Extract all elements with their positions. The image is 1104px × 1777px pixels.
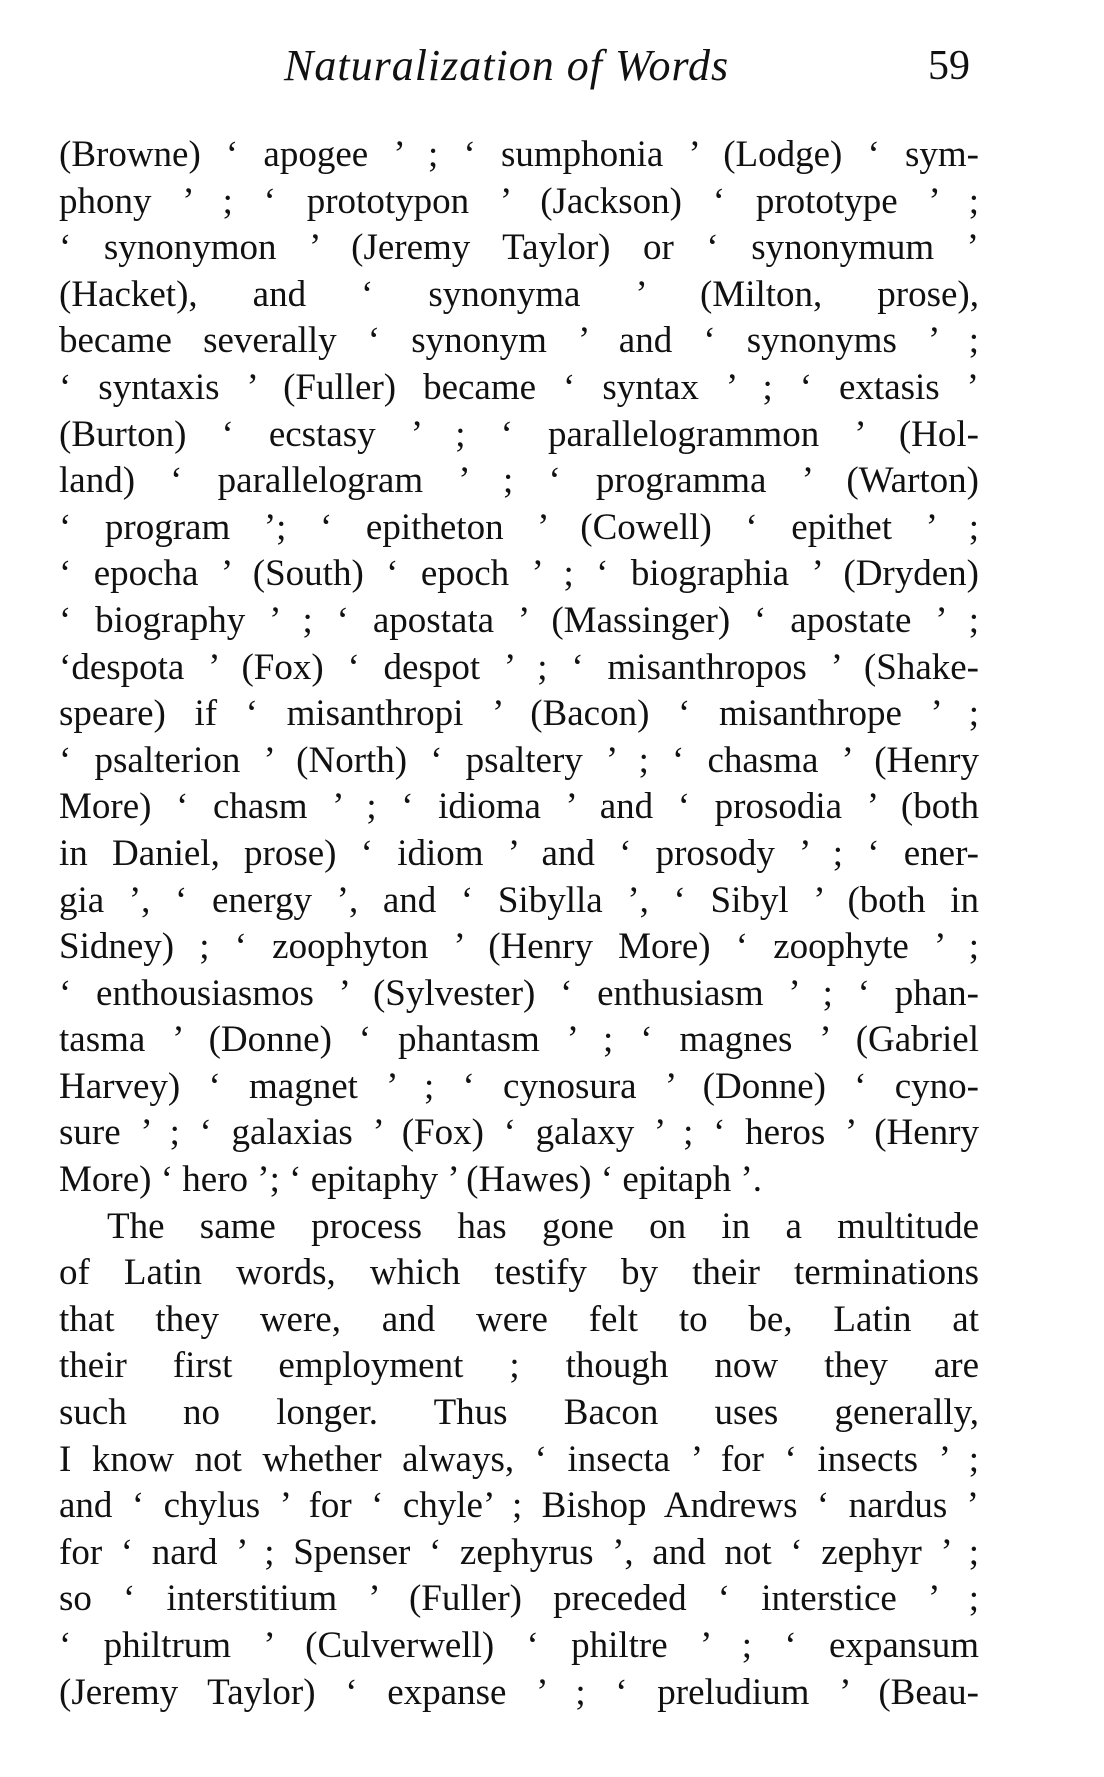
- text-line: (Browne) ‘ apogee ’ ; ‘ sumphonia ’ (Lodge) ‘ sym-: [59, 134, 979, 175]
- text-line: ‘ biography ’ ; ‘ apostata ’ (Massinger) ‘ apostate ’ ;: [59, 599, 979, 641]
- text-line: ‘ enthousiasmos ’ (Sylvester) ‘ enthusiasm ’ ; ‘ phan-: [59, 972, 979, 1014]
- running-head: [60, 40, 1060, 100]
- paragraph-2: [59, 1204, 979, 1717]
- body-text: [59, 132, 979, 1716]
- text-line: tasma ’ (Donne) ‘ phantasm ’ ; ‘ magnes ’ (Gabriel: [59, 1019, 979, 1061]
- page-number: 59: [928, 43, 970, 89]
- text-line: (Burton) ‘ ecstasy ’ ; ‘ parallelogrammon ’ (Hol-: [59, 413, 979, 455]
- paragraph-1: [59, 132, 979, 1204]
- text-line: gia ’, ‘ energy ’, and ‘ Sibylla ’, ‘ Sibyl ’ (both in: [59, 879, 979, 921]
- text-line: Sidney) ; ‘ zoophyton ’ (Henry More) ‘ zoophyte ’ ;: [59, 926, 979, 968]
- text-line: ‘ syntaxis ’ (Fuller) became ‘ syntax ’ ; ‘ extasis ’: [59, 366, 979, 408]
- running-title: Naturalization of Words: [284, 41, 730, 90]
- text-line: ‘ program ’; ‘ epitheton ’ (Cowell) ‘ epithet ’ ;: [59, 506, 979, 548]
- text-line: The same process has gone on in a multitude: [107, 1205, 979, 1247]
- text-line: sure ’ ; ‘ galaxias ’ (Fox) ‘ galaxy ’ ; ‘ heros ’ (Henry: [59, 1112, 979, 1154]
- text-line: More) ‘ chasm ’ ; ‘ idioma ’ and ‘ prosodia ’ (both: [59, 786, 979, 828]
- text-line: ‘ epocha ’ (South) ‘ epoch ’ ; ‘ biographia ’ (Dryden): [59, 553, 979, 595]
- text-line: their first employment ; though now they are: [59, 1345, 979, 1387]
- text-line: such no longer. Thus Bacon uses generally,: [59, 1392, 979, 1434]
- text-line: (Hacket), and ‘ synonyma ’ (Milton, prose),: [59, 273, 979, 315]
- text-line: ‘ philtrum ’ (Culverwell) ‘ philtre ’ ; ‘ expansum: [59, 1625, 979, 1666]
- text-line: (Jeremy Taylor) ‘ expanse ’ ; ‘ preludium ’ (Beau-: [59, 1671, 979, 1713]
- text-line: in Daniel, prose) ‘ idiom ’ and ‘ prosody ’ ; ‘ ener-: [59, 832, 979, 874]
- text-line: of Latin words, which testify by their terminations: [59, 1252, 979, 1294]
- text-line: speare) if ‘ misanthropi ’ (Bacon) ‘ misanthrope ’ ;: [59, 693, 979, 735]
- text-line: so ‘ interstitium ’ (Fuller) preceded ‘ interstice ’ ;: [59, 1578, 979, 1620]
- text-line: ‘ synonymon ’ (Jeremy Taylor) or ‘ synonymum ’: [59, 227, 979, 269]
- text-line: became severally ‘ synonym ’ and ‘ synonyms ’ ;: [59, 320, 979, 362]
- text-line: More) ‘ hero ’; ‘ epitaphy ’ (Hawes) ‘ epitaph ’.: [59, 1159, 763, 1201]
- text-line: ‘ psalterion ’ (North) ‘ psaltery ’ ; ‘ chasma ’ (Henry: [59, 739, 979, 781]
- text-line: land) ‘ parallelogram ’ ; ‘ programma ’ (Warton): [59, 460, 979, 502]
- text-line: and ‘ chylus ’ for ‘ chyle’ ; Bishop Andrews ‘ nardus ’: [59, 1485, 979, 1527]
- text-line: ‘despota ’ (Fox) ‘ despot ’ ; ‘ misanthropos ’ (Shake-: [59, 646, 979, 688]
- text-line: I know not whether always, ‘ insecta ’ for ‘ insects ’ ;: [59, 1438, 979, 1480]
- text-line: Harvey) ‘ magnet ’ ; ‘ cynosura ’ (Donne) ‘ cyno-: [59, 1065, 979, 1107]
- text-line: phony ’ ; ‘ prototypon ’ (Jackson) ‘ prototype ’ ;: [59, 180, 979, 222]
- text-line: for ‘ nard ’ ; Spenser ‘ zephyrus ’, and not ‘ zephyr ’ ;: [59, 1531, 979, 1573]
- text-line: that they were, and were felt to be, Latin at: [59, 1298, 979, 1340]
